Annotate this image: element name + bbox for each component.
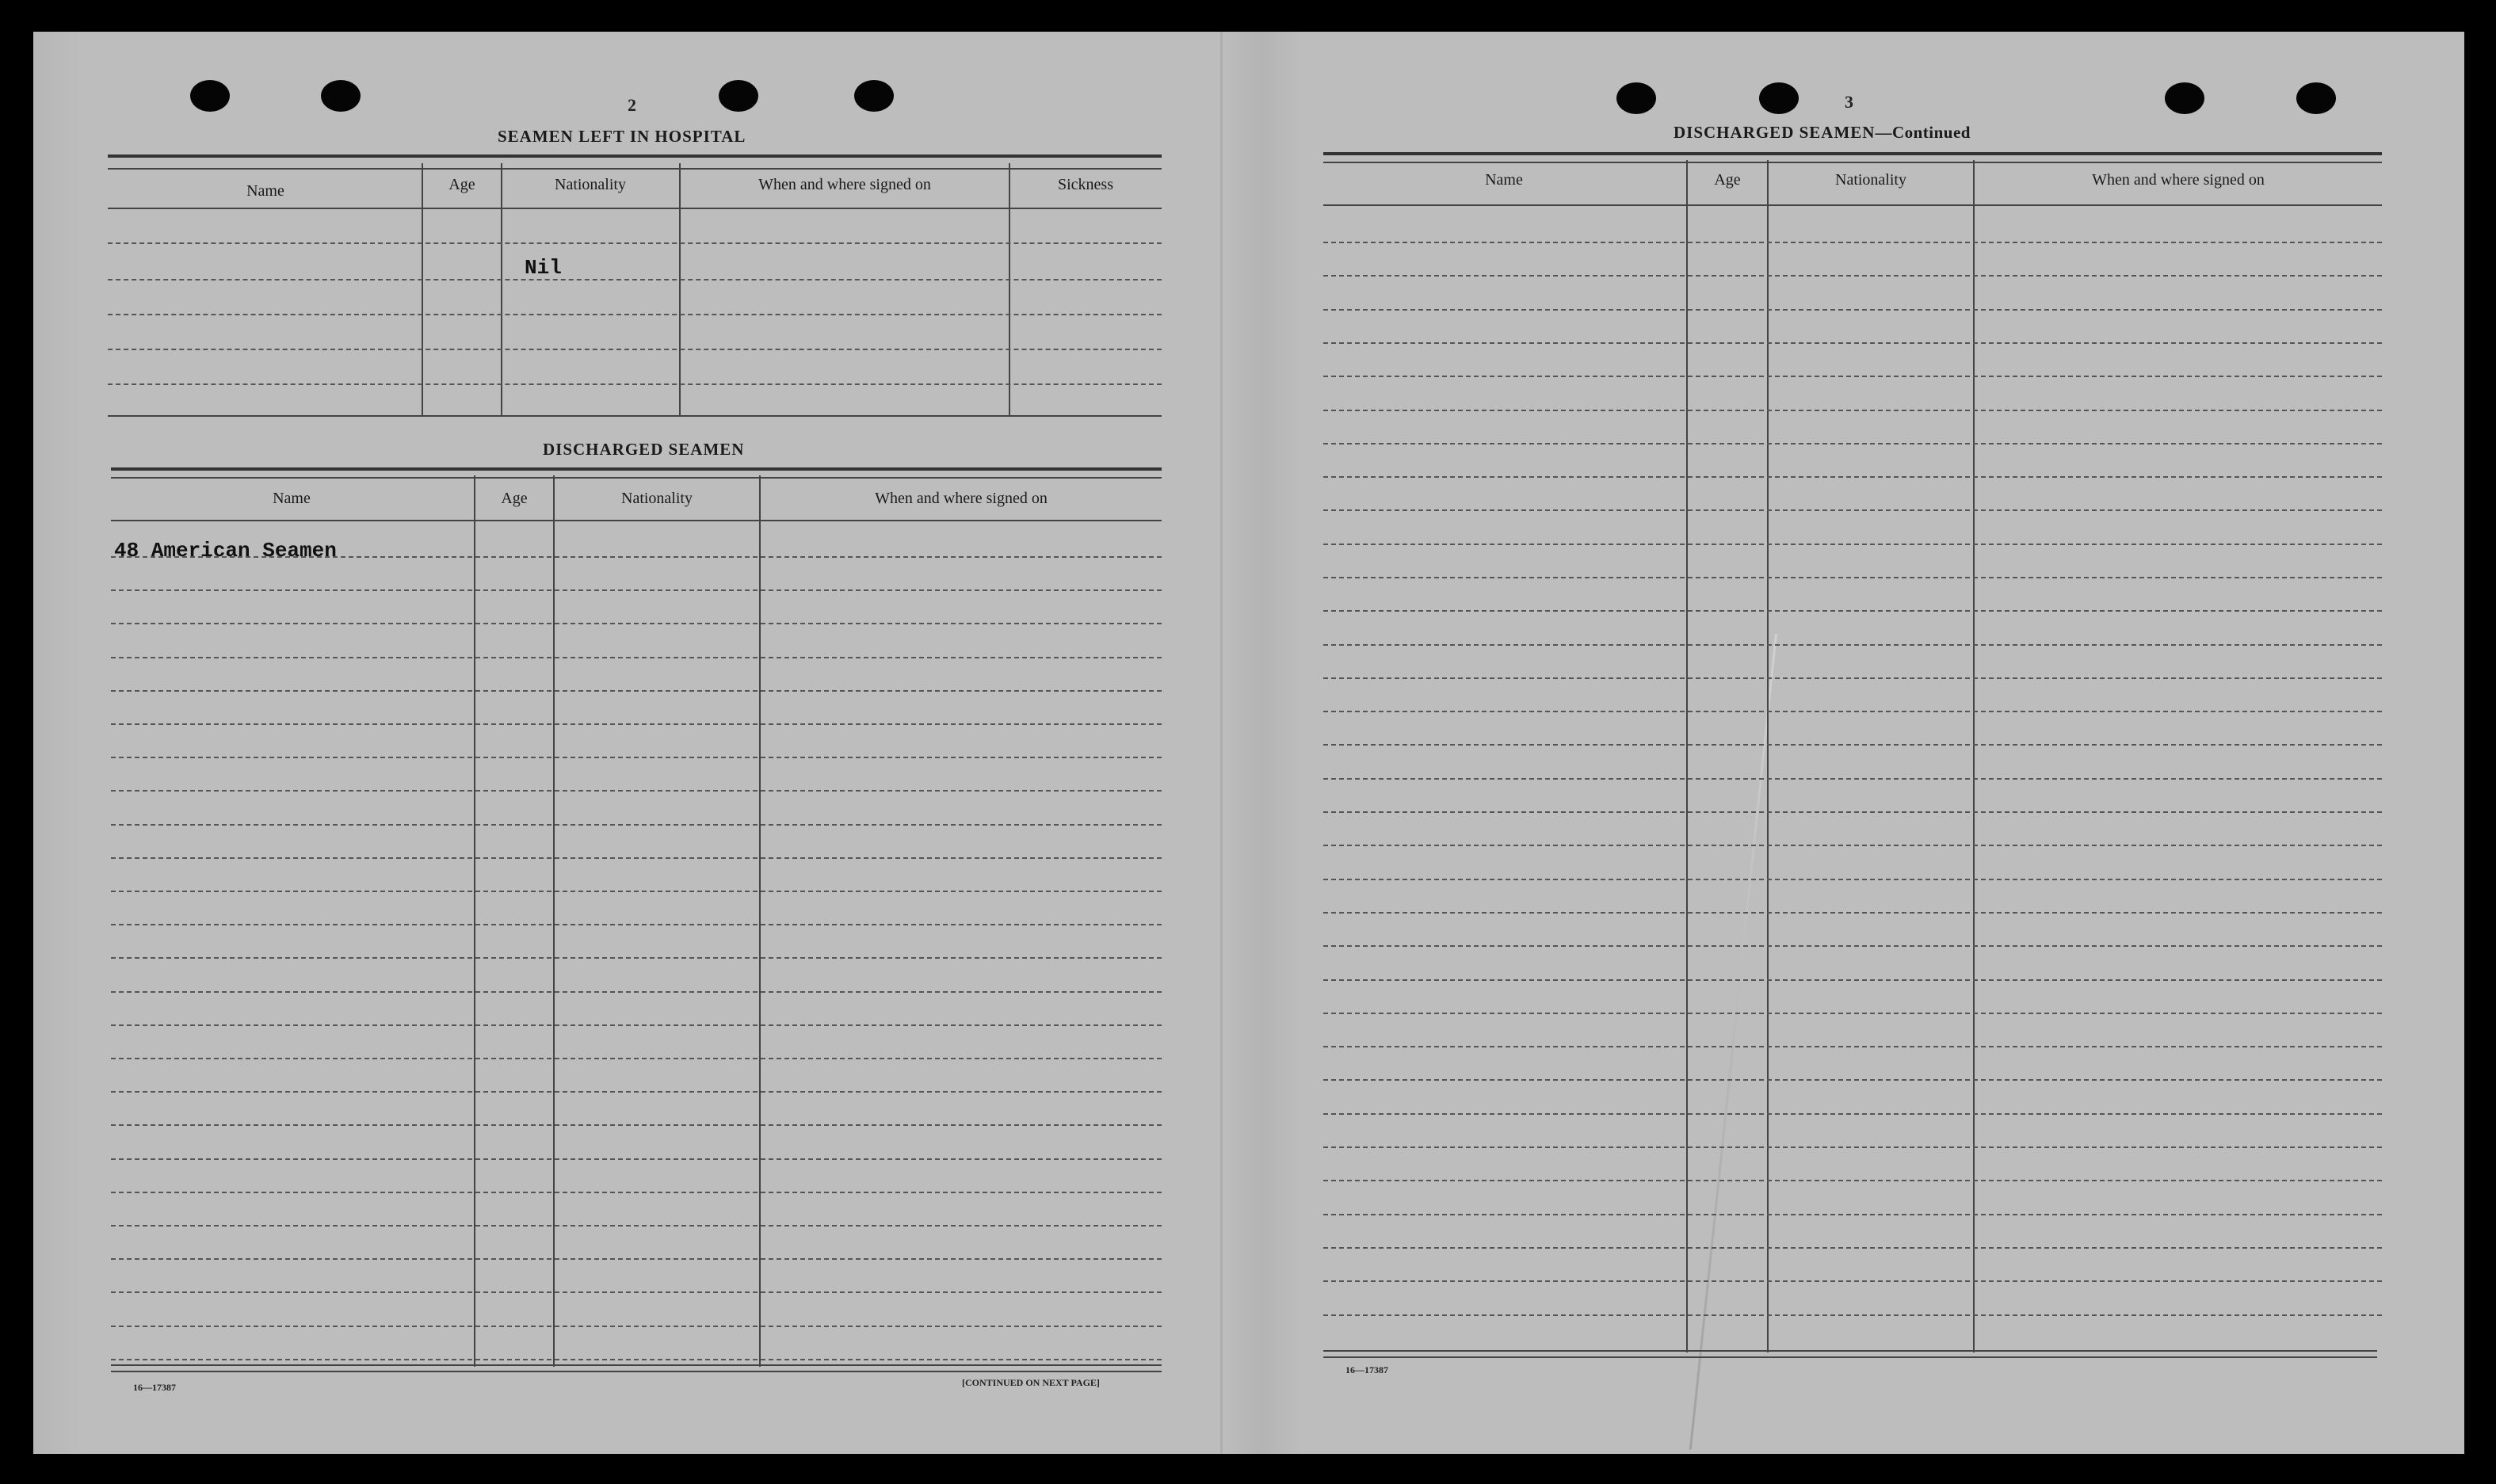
punch-hole xyxy=(854,80,894,112)
entry-row-line xyxy=(111,1359,1162,1360)
page-number: 2 xyxy=(628,95,636,115)
entry-row-line xyxy=(108,242,1162,244)
column-header-name: Name xyxy=(1485,171,1523,189)
entry-row-line xyxy=(1323,1146,2382,1148)
column-divider xyxy=(1686,160,1688,1352)
entry-row-line xyxy=(1323,879,2382,880)
entry-row-line xyxy=(111,757,1162,758)
entry-row-line xyxy=(1323,1113,2382,1115)
entry-row-line xyxy=(111,924,1162,925)
table-rule xyxy=(108,415,1162,417)
entry-row-line xyxy=(111,657,1162,658)
punch-hole xyxy=(1759,82,1799,114)
discharged-continued-title xyxy=(1674,123,1971,143)
form-number: 16—17387 xyxy=(1345,1364,1388,1375)
entry-row-line xyxy=(111,1091,1162,1093)
column-header-nationality: Nationality xyxy=(621,490,693,507)
entry-row-line xyxy=(1323,476,2382,478)
table-rule xyxy=(111,1371,1162,1372)
column-divider xyxy=(1767,160,1769,1352)
table-rule xyxy=(1323,1350,2377,1352)
entry-row-line xyxy=(111,857,1162,859)
column-divider xyxy=(1009,163,1010,415)
entry-row-line xyxy=(1323,1247,2382,1249)
discharged-entry-name: 48 American Seamen xyxy=(114,539,337,563)
column-divider xyxy=(679,163,681,415)
entry-row-line xyxy=(111,824,1162,826)
entry-row-line xyxy=(1323,845,2382,846)
continued-note: [CONTINUED ON NEXT PAGE] xyxy=(962,1377,1100,1388)
table-rule xyxy=(1323,204,2382,206)
entry-row-line xyxy=(1323,242,2382,243)
entry-row-line xyxy=(108,314,1162,315)
column-divider xyxy=(501,163,502,415)
entry-row-line xyxy=(1323,1280,2382,1282)
entry-row-line xyxy=(1323,410,2382,411)
punch-hole xyxy=(1616,82,1656,114)
column-header-signed-on: When and where signed on xyxy=(758,176,931,193)
entry-row-line xyxy=(111,690,1162,692)
table-rule xyxy=(108,208,1162,209)
table-rule xyxy=(1323,1356,2377,1358)
entry-row-line xyxy=(111,1192,1162,1193)
table-rule xyxy=(1323,162,2382,163)
title-continued: —Continued xyxy=(1875,123,1971,142)
punch-hole xyxy=(321,80,361,112)
column-header-signed-on: When and where signed on xyxy=(875,490,1048,507)
table-rule xyxy=(111,467,1162,471)
entry-row-line xyxy=(111,991,1162,993)
entry-row-line xyxy=(1323,610,2382,612)
page-fold xyxy=(1220,32,1223,1454)
column-header-age: Age xyxy=(448,176,475,193)
entry-row-line xyxy=(111,589,1162,591)
entry-row-line xyxy=(108,279,1162,280)
entry-row-line xyxy=(1323,1314,2382,1316)
entry-row-line xyxy=(111,1158,1162,1160)
entry-row-line xyxy=(1323,979,2382,981)
entry-row-line xyxy=(1323,1079,2382,1081)
entry-row-line xyxy=(1323,744,2382,746)
form-number: 16—17387 xyxy=(133,1382,176,1393)
entry-row-line xyxy=(1323,376,2382,377)
column-header-sickness: Sickness xyxy=(1058,176,1113,193)
entry-row-line xyxy=(1323,644,2382,646)
table-rule xyxy=(108,155,1162,158)
entry-row-line xyxy=(1323,711,2382,712)
entry-row-line xyxy=(1323,509,2382,511)
entry-row-line xyxy=(111,790,1162,792)
entry-row-line xyxy=(111,891,1162,892)
entry-row-line xyxy=(108,349,1162,350)
entry-row-line xyxy=(111,1058,1162,1059)
column-divider xyxy=(759,475,761,1367)
column-header-age: Age xyxy=(1714,171,1741,189)
entry-row-line xyxy=(1323,342,2382,344)
hospital-table-title: SEAMEN LEFT IN HOSPITAL xyxy=(498,127,746,146)
column-divider xyxy=(422,163,423,415)
entry-row-line xyxy=(1323,778,2382,780)
column-header-name: Name xyxy=(246,182,284,200)
entry-row-line xyxy=(108,383,1162,385)
column-divider xyxy=(553,475,555,1367)
entry-row-line xyxy=(1323,945,2382,947)
entry-row-line xyxy=(1323,577,2382,578)
hospital-entry-nationality: Nil xyxy=(525,256,562,280)
column-header-name: Name xyxy=(273,490,311,507)
entry-row-line xyxy=(111,1124,1162,1126)
entry-row-line xyxy=(1323,1046,2382,1047)
table-rule xyxy=(111,477,1162,479)
entry-row-line xyxy=(1323,443,2382,444)
entry-row-line xyxy=(111,1258,1162,1260)
entry-row-line xyxy=(111,1225,1162,1226)
title-main: DISCHARGED SEAMEN xyxy=(1674,123,1876,142)
entry-row-line xyxy=(1323,275,2382,277)
punch-hole xyxy=(719,80,758,112)
entry-row-line xyxy=(111,623,1162,624)
table-rule xyxy=(1323,152,2382,155)
entry-row-line xyxy=(1323,544,2382,545)
punch-hole xyxy=(2165,82,2204,114)
column-header-nationality: Nationality xyxy=(555,176,626,193)
table-rule xyxy=(111,520,1162,521)
page-number: 3 xyxy=(1845,92,1853,112)
entry-row-line xyxy=(1323,1013,2382,1014)
table-rule xyxy=(111,1364,1162,1366)
entry-row-line xyxy=(1323,912,2382,914)
discharged-table-title: DISCHARGED SEAMEN xyxy=(543,440,745,459)
column-divider xyxy=(474,475,475,1367)
entry-row-line xyxy=(111,556,1162,558)
column-divider xyxy=(1973,160,1975,1352)
entry-row-line xyxy=(1323,1180,2382,1181)
entry-row-line xyxy=(1323,1214,2382,1215)
table-rule xyxy=(108,168,1162,170)
entry-row-line xyxy=(111,1024,1162,1026)
column-header-age: Age xyxy=(501,490,528,507)
punch-hole xyxy=(190,80,230,112)
entry-row-line xyxy=(1323,309,2382,311)
punch-hole xyxy=(2296,82,2336,114)
document-sheet xyxy=(33,32,2464,1454)
entry-row-line xyxy=(111,1291,1162,1293)
entry-row-line xyxy=(111,723,1162,725)
entry-row-line xyxy=(111,1326,1162,1327)
entry-row-line xyxy=(1323,677,2382,679)
entry-row-line xyxy=(1323,811,2382,813)
entry-row-line xyxy=(111,957,1162,959)
column-header-signed-on: When and where signed on xyxy=(2092,171,2265,189)
column-header-nationality: Nationality xyxy=(1835,171,1906,189)
